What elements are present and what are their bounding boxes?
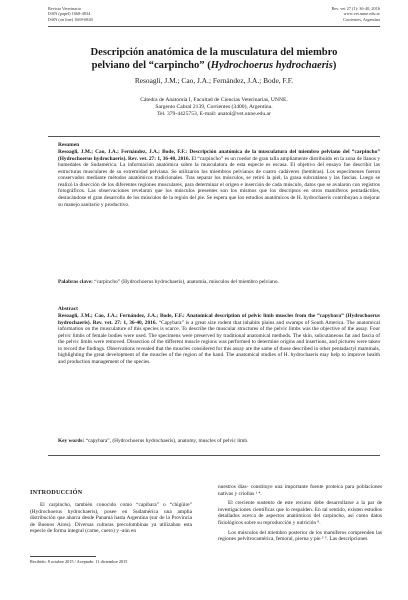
abstract-section <box>58 306 380 366</box>
resumen-text <box>58 149 380 208</box>
issue-info: Rev. vet 27 (1): 36-40, 2016 <box>331 6 380 11</box>
abstract-body: “Capybara” is a great size rodent that inhabits plains and swamps of South America. The anatomical information on the musculature of this species is scarce. To describe the muscular structures of the pelvic limbs was the objective of the assay. Four pelvic limbs of female bodies were used. The specimens were preserved by traditional anatomical methods. The skin, subcutaneous fat and fascia of the pelvic limbs were removed. Dissection of the different muscle regions was performed to determine origins and insertions, and pictures were taken to record the findings. Observations revealed that the muscles considered for this assay are the same of those described in other pentadactyl mammals, highlighting the great development of the muscles of the region of the hand. The anatomical studies of H. hydrochaeris may help to improve health and production management of the species. <box>58 319 381 365</box>
affiliation-line-3: Tel. 379-4425753, E-mail: anatol@vet.unne.edu.ar <box>157 110 271 117</box>
palabras-clave-text: “carpincho” (Hydrochoerus hydrochaeris), anatomía, músculos del miembro pelviano. <box>94 279 279 285</box>
resumen-heading: Resumen <box>58 142 80 148</box>
article-title <box>40 47 388 72</box>
palabras-clave-label: Palabras clave: <box>58 279 93 285</box>
title-line-2 <box>40 60 388 73</box>
resumen-body: El “carpincho” es un roedor de gran talla ampliamente distribuido en la zona de llanos y humedales de Sudamérica. La información anatómica sobre la musculatura de esta especie es escasa. El objetivo del ensayo fue describir las estructuras musculares de su extremidad pelviana. Se utilizaron los miembros pelvianos de cuatro cadáveres (hembras). Los especímenes fueron conservados mediante métodos anatómicos tradicionales. Tras separar los músculos, se retiró la piel, la grasa subcutánea y las fascias. Luego se realizó la disección de los diferentes regiones musculares, para determinar el origen e inserción de cada músculo, datos que se avalaron con registros fotográficos. Las observaciones revelaron que los músculos presentes son los mismos que los descriptos en otros mamíferos pentadáctiles, destacándose el gran desarrollo de los músculos de la región del pie. Se espera que los estudios anatómicos de H. hydrochaeris contribuyan a mejorar su manejo sanitario y productivo. <box>58 155 380 208</box>
issn-print: ISSN (papel) 1668-4834 <box>48 11 91 17</box>
title-line-2-end: ) <box>332 59 337 71</box>
affiliation-line-2: Sargento Cabral 2139, Corrientes (3400), Argentina. <box>155 103 273 110</box>
resumen-section <box>58 142 380 208</box>
intro-left-column: El carpincho, también conocido como “capibara” o “chigüire” (Hydrochoerus hydrochaeris), posee en Sudamérica una amplia distribución que abarca desde Panamá hasta Argentina (sur de la Provincia de Buenos Aires). Diversas culturas precolombinas ya utilizaban esta especie de forma integral (carne, cuero) y -aún en <box>30 502 192 535</box>
author-list: Resoagli, J.M.; Cao, J.A.; Fernández, J.A.; Bode, F.F. <box>134 76 294 85</box>
intro-right-paragraph-3: Los músculos del miembro posterior de los mamíferos comprenden las regiones pelvitrocantérica, femoral, pierna y pie ² ⁵. Las descripciones <box>218 529 382 543</box>
journal-header-left <box>48 6 93 22</box>
abstract-text <box>58 313 380 365</box>
journal-header-right <box>331 6 380 22</box>
key-words-text: “capybara”, (Hydrochoerus hydrochaeris), anatomy, muscles of pelvic limb. <box>85 438 249 444</box>
title-line-1: Descripción anatómica de la musculatura del miembro <box>90 47 338 58</box>
resumen-citation: Resoagli, J.M.; Cao, J.A.; Fernández, J.A.; Bode, F.F.: Descripción anatómica de la musculatura del miembro pelviano del “carpincho” (Hydrochoerus hydrochaeris). Rev. vet. 27: 1, 36-40, 2016. <box>58 149 380 162</box>
journal-url: www.vet.unne.edu.ar <box>343 11 380 17</box>
journal-location: Corrientes, Argentina <box>343 16 380 22</box>
affiliation <box>48 97 380 118</box>
abstract-heading: Abstract <box>58 306 78 312</box>
received-accepted-note: Recibido: 8 octubre 2015 / Aceptado: 11 diciembre 2015 <box>30 559 128 564</box>
intro-right-column <box>218 484 382 546</box>
title-species: Hydrochoerus hydrochaeris <box>210 59 333 71</box>
journal-name: Revista Veterinaria <box>48 6 81 11</box>
palabras-clave <box>58 279 380 286</box>
intro-right-paragraph-1: nuestros días- constituye una importante fuente proteica para poblaciones nativas y criollas ¹ ⁴. <box>218 484 382 497</box>
issn-online: ISSN (on line) 1669-6840 <box>48 16 93 22</box>
affiliation-line-1: Cátedra de Anatomía I, Facultad de Ciencias Veterinarias, UNNE. <box>140 97 288 103</box>
intro-right-paragraph-2: El creciente sustento de este recurso debe desarrollarse a la par de investigaciones científicas que lo respalden. En tal sentido, existen estudios detallados acerca de aspectos anatómicos del carpincho, así como datos fisiológicos sobre su reproducción y nutrición ⁸. <box>218 500 382 526</box>
abstract-citation: Resoagli, J.M.; Cao, J.A.; Fernández, J.A.; Bode, F.F.: Anatomical description of pelvic limb muscles from the “capybara” (Hydrochoerus hydrochaeris). Rev. vet. 27: 1, 36-40, 2016. <box>58 313 380 326</box>
title-line-2-plain: pelviano del “carpincho” ( <box>91 59 211 71</box>
header-divider <box>48 26 380 27</box>
abstract-bottom-divider <box>48 455 380 456</box>
key-words-label: Key words: <box>58 438 85 444</box>
abstract-top-divider <box>48 136 380 137</box>
footnote-divider <box>30 556 96 557</box>
intro-heading: INTRODUCCIÓN <box>30 489 83 496</box>
key-words <box>58 438 380 445</box>
